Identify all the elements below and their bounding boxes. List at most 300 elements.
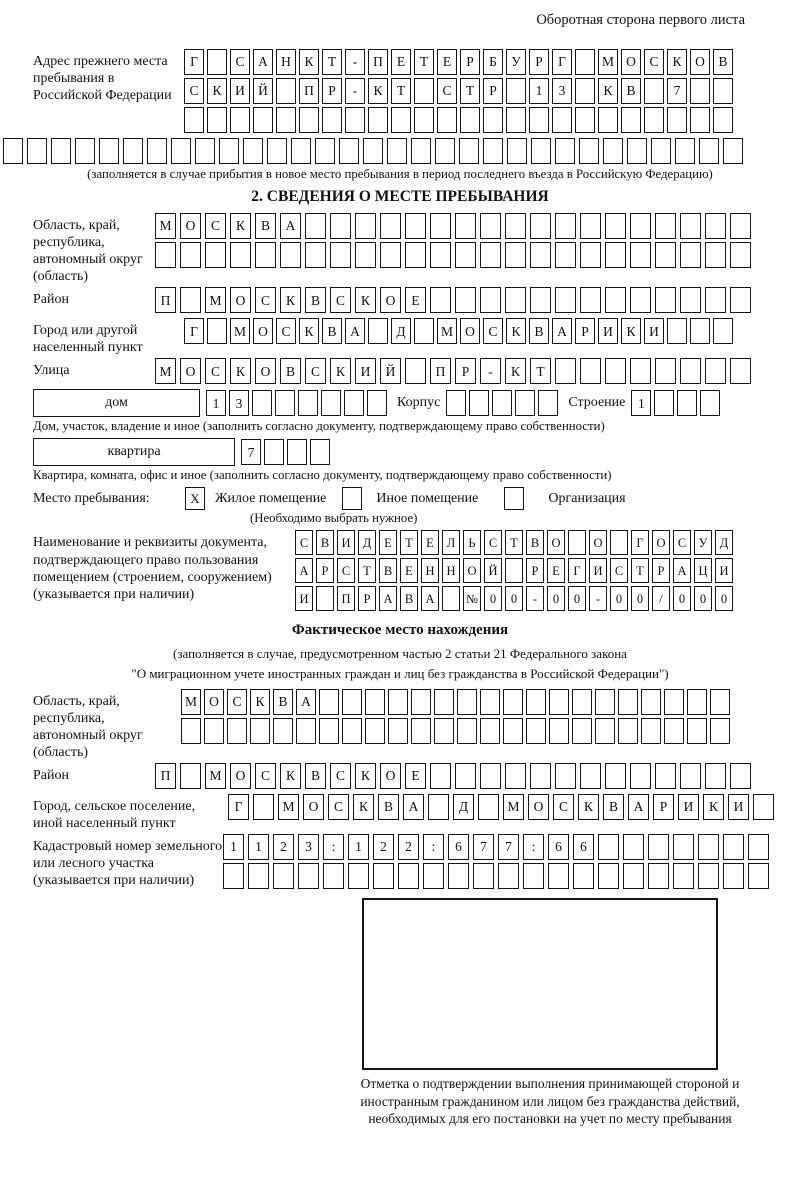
char-cell[interactable]: И: [715, 558, 733, 583]
char-cell[interactable]: [457, 718, 477, 744]
char-cell[interactable]: С: [255, 287, 276, 313]
char-cell[interactable]: М: [181, 689, 201, 715]
char-cell[interactable]: 7: [241, 439, 261, 465]
char-cell[interactable]: Ц: [694, 558, 712, 583]
char-cell[interactable]: [184, 107, 204, 133]
char-cell[interactable]: [555, 287, 576, 313]
char-cell[interactable]: Е: [421, 530, 439, 555]
char-cell[interactable]: О: [621, 49, 641, 75]
char-cell[interactable]: Т: [400, 530, 418, 555]
char-cell[interactable]: [434, 718, 454, 744]
char-cell[interactable]: О: [230, 287, 251, 313]
char-cell[interactable]: К: [355, 763, 376, 789]
char-cell[interactable]: [595, 689, 615, 715]
char-cell[interactable]: [664, 718, 684, 744]
char-cell[interactable]: [315, 138, 335, 164]
char-cell[interactable]: В: [603, 794, 624, 820]
char-cell[interactable]: [480, 689, 500, 715]
char-cell[interactable]: [579, 138, 599, 164]
char-cell[interactable]: [655, 763, 676, 789]
char-cell[interactable]: [435, 138, 455, 164]
char-cell[interactable]: Т: [322, 49, 342, 75]
char-cell[interactable]: [687, 689, 707, 715]
char-cell[interactable]: [507, 138, 527, 164]
char-cell[interactable]: [414, 318, 434, 344]
char-cell[interactable]: [455, 287, 476, 313]
char-cell[interactable]: /: [652, 586, 670, 611]
char-cell[interactable]: О: [204, 689, 224, 715]
char-cell[interactable]: К: [505, 358, 526, 384]
char-cell[interactable]: Г: [631, 530, 649, 555]
char-cell[interactable]: [690, 107, 710, 133]
char-cell[interactable]: П: [155, 763, 176, 789]
char-cell[interactable]: [298, 390, 318, 416]
char-cell[interactable]: К: [299, 49, 319, 75]
char-cell[interactable]: А: [628, 794, 649, 820]
char-cell[interactable]: [430, 763, 451, 789]
char-cell[interactable]: А: [421, 586, 439, 611]
char-cell[interactable]: К: [578, 794, 599, 820]
char-cell[interactable]: [348, 863, 369, 889]
char-cell[interactable]: [276, 107, 296, 133]
char-cell[interactable]: Е: [379, 530, 397, 555]
char-cell[interactable]: [698, 834, 719, 860]
char-cell[interactable]: 7: [498, 834, 519, 860]
char-cell[interactable]: И: [230, 78, 250, 104]
char-cell[interactable]: [713, 107, 733, 133]
char-cell[interactable]: В: [322, 318, 342, 344]
char-cell[interactable]: [667, 107, 687, 133]
char-cell[interactable]: [411, 689, 431, 715]
char-cell[interactable]: [207, 107, 227, 133]
char-cell[interactable]: О: [253, 318, 273, 344]
char-cell[interactable]: [730, 213, 751, 239]
char-cell[interactable]: [730, 358, 751, 384]
char-cell[interactable]: [654, 390, 674, 416]
char-cell[interactable]: [641, 689, 661, 715]
char-cell[interactable]: А: [253, 49, 273, 75]
char-cell[interactable]: [700, 390, 720, 416]
char-cell[interactable]: [673, 863, 694, 889]
char-cell[interactable]: А: [379, 586, 397, 611]
char-cell[interactable]: И: [589, 558, 607, 583]
char-cell[interactable]: [548, 863, 569, 889]
char-cell[interactable]: О: [652, 530, 670, 555]
char-cell[interactable]: С: [437, 78, 457, 104]
char-cell[interactable]: С: [255, 763, 276, 789]
char-cell[interactable]: [748, 863, 769, 889]
char-cell[interactable]: [480, 213, 501, 239]
char-cell[interactable]: [363, 138, 383, 164]
char-cell[interactable]: [723, 863, 744, 889]
char-cell[interactable]: М: [437, 318, 457, 344]
char-cell[interactable]: [655, 358, 676, 384]
char-cell[interactable]: [227, 718, 247, 744]
char-cell[interactable]: 7: [473, 834, 494, 860]
char-cell[interactable]: [655, 287, 676, 313]
char-cell[interactable]: [498, 863, 519, 889]
char-cell[interactable]: С: [184, 78, 204, 104]
char-cell[interactable]: [603, 138, 623, 164]
char-cell[interactable]: -: [589, 586, 607, 611]
char-cell[interactable]: [675, 138, 695, 164]
char-cell[interactable]: [555, 763, 576, 789]
char-cell[interactable]: [506, 78, 526, 104]
char-cell[interactable]: М: [503, 794, 524, 820]
char-cell[interactable]: [555, 358, 576, 384]
char-cell[interactable]: 0: [631, 586, 649, 611]
char-cell[interactable]: Е: [391, 49, 411, 75]
char-cell[interactable]: О: [380, 287, 401, 313]
char-cell[interactable]: К: [330, 358, 351, 384]
char-cell[interactable]: К: [230, 358, 251, 384]
char-cell[interactable]: [644, 78, 664, 104]
char-cell[interactable]: Р: [483, 78, 503, 104]
char-cell[interactable]: [398, 863, 419, 889]
char-cell[interactable]: П: [368, 49, 388, 75]
char-cell[interactable]: В: [713, 49, 733, 75]
char-cell[interactable]: К: [368, 78, 388, 104]
char-cell[interactable]: О: [589, 530, 607, 555]
char-cell[interactable]: В: [305, 287, 326, 313]
char-cell[interactable]: [713, 318, 733, 344]
char-cell[interactable]: [180, 242, 201, 268]
char-cell[interactable]: [473, 863, 494, 889]
char-cell[interactable]: Е: [405, 763, 426, 789]
char-cell[interactable]: 0: [547, 586, 565, 611]
char-cell[interactable]: [459, 138, 479, 164]
char-cell[interactable]: 2: [398, 834, 419, 860]
char-cell[interactable]: П: [337, 586, 355, 611]
char-cell[interactable]: А: [295, 558, 313, 583]
char-cell[interactable]: [555, 213, 576, 239]
char-cell[interactable]: [483, 107, 503, 133]
char-cell[interactable]: [322, 107, 342, 133]
char-cell[interactable]: И: [644, 318, 664, 344]
char-cell[interactable]: [411, 718, 431, 744]
char-cell[interactable]: [580, 287, 601, 313]
char-cell[interactable]: В: [400, 586, 418, 611]
char-cell[interactable]: [698, 863, 719, 889]
char-cell[interactable]: №: [463, 586, 481, 611]
char-cell[interactable]: У: [694, 530, 712, 555]
char-cell[interactable]: [223, 863, 244, 889]
char-cell[interactable]: [373, 863, 394, 889]
char-cell[interactable]: О: [303, 794, 324, 820]
char-cell[interactable]: [123, 138, 143, 164]
char-cell[interactable]: [630, 763, 651, 789]
char-cell[interactable]: 1: [248, 834, 269, 860]
char-cell[interactable]: [181, 718, 201, 744]
char-cell[interactable]: Е: [437, 49, 457, 75]
char-cell[interactable]: К: [280, 763, 301, 789]
char-cell[interactable]: [690, 78, 710, 104]
char-cell[interactable]: [530, 242, 551, 268]
char-cell[interactable]: М: [205, 287, 226, 313]
char-cell[interactable]: [605, 242, 626, 268]
char-cell[interactable]: М: [205, 763, 226, 789]
char-cell[interactable]: 6: [548, 834, 569, 860]
char-cell[interactable]: 0: [673, 586, 691, 611]
char-cell[interactable]: [455, 242, 476, 268]
char-cell[interactable]: [405, 358, 426, 384]
char-cell[interactable]: [368, 107, 388, 133]
char-cell[interactable]: Е: [405, 287, 426, 313]
char-cell[interactable]: [448, 863, 469, 889]
char-cell[interactable]: [680, 242, 701, 268]
char-cell[interactable]: В: [305, 763, 326, 789]
char-cell[interactable]: Д: [391, 318, 411, 344]
char-cell[interactable]: М: [155, 358, 176, 384]
char-cell[interactable]: [342, 689, 362, 715]
char-cell[interactable]: [515, 390, 535, 416]
char-cell[interactable]: [648, 834, 669, 860]
char-cell[interactable]: О: [690, 49, 710, 75]
char-cell[interactable]: Г: [184, 318, 204, 344]
char-cell[interactable]: [680, 213, 701, 239]
char-cell[interactable]: [630, 287, 651, 313]
char-cell[interactable]: 1: [529, 78, 549, 104]
char-cell[interactable]: [296, 718, 316, 744]
char-cell[interactable]: 1: [223, 834, 244, 860]
char-cell[interactable]: [552, 107, 572, 133]
char-cell[interactable]: [368, 318, 388, 344]
char-cell[interactable]: С: [230, 49, 250, 75]
char-cell[interactable]: [667, 318, 687, 344]
char-cell[interactable]: [3, 138, 23, 164]
char-cell[interactable]: Г: [184, 49, 204, 75]
char-cell[interactable]: [27, 138, 47, 164]
char-cell[interactable]: [677, 390, 697, 416]
char-cell[interactable]: 0: [505, 586, 523, 611]
char-cell[interactable]: [644, 107, 664, 133]
char-cell[interactable]: 6: [573, 834, 594, 860]
char-cell[interactable]: А: [296, 689, 316, 715]
char-cell[interactable]: [291, 138, 311, 164]
char-cell[interactable]: И: [598, 318, 618, 344]
char-cell[interactable]: Р: [358, 586, 376, 611]
char-cell[interactable]: [538, 390, 558, 416]
char-cell[interactable]: [480, 242, 501, 268]
char-cell[interactable]: 6: [448, 834, 469, 860]
char-cell[interactable]: [405, 213, 426, 239]
char-cell[interactable]: [503, 689, 523, 715]
char-cell[interactable]: [428, 794, 449, 820]
char-cell[interactable]: [705, 763, 726, 789]
char-cell[interactable]: [155, 242, 176, 268]
char-cell[interactable]: Ь: [463, 530, 481, 555]
char-cell[interactable]: [480, 718, 500, 744]
char-cell[interactable]: С: [276, 318, 296, 344]
char-cell[interactable]: [255, 242, 276, 268]
char-cell[interactable]: [573, 863, 594, 889]
char-cell[interactable]: [480, 763, 501, 789]
char-cell[interactable]: [723, 834, 744, 860]
char-cell[interactable]: [330, 213, 351, 239]
char-cell[interactable]: А: [673, 558, 691, 583]
char-cell[interactable]: [367, 390, 387, 416]
char-cell[interactable]: [710, 689, 730, 715]
char-cell[interactable]: [405, 242, 426, 268]
char-cell[interactable]: -: [345, 78, 365, 104]
char-cell[interactable]: [388, 718, 408, 744]
char-cell[interactable]: [526, 718, 546, 744]
char-cell[interactable]: О: [230, 763, 251, 789]
char-cell[interactable]: Г: [552, 49, 572, 75]
char-cell[interactable]: В: [316, 530, 334, 555]
char-cell[interactable]: 3: [552, 78, 572, 104]
char-cell[interactable]: [414, 107, 434, 133]
char-cell[interactable]: [723, 138, 743, 164]
char-cell[interactable]: [219, 138, 239, 164]
char-cell[interactable]: [575, 107, 595, 133]
char-cell[interactable]: У: [506, 49, 526, 75]
char-cell[interactable]: Р: [575, 318, 595, 344]
char-cell[interactable]: С: [553, 794, 574, 820]
char-cell[interactable]: О: [463, 558, 481, 583]
char-cell[interactable]: [205, 242, 226, 268]
char-cell[interactable]: [630, 242, 651, 268]
char-cell[interactable]: [253, 794, 274, 820]
char-cell[interactable]: [673, 834, 694, 860]
char-cell[interactable]: К: [703, 794, 724, 820]
char-cell[interactable]: [483, 138, 503, 164]
char-cell[interactable]: [339, 138, 359, 164]
char-cell[interactable]: [503, 718, 523, 744]
char-cell[interactable]: [705, 213, 726, 239]
char-cell[interactable]: [342, 718, 362, 744]
char-cell[interactable]: 0: [610, 586, 628, 611]
char-cell[interactable]: [531, 138, 551, 164]
char-cell[interactable]: С: [305, 358, 326, 384]
char-cell[interactable]: О: [380, 763, 401, 789]
char-cell[interactable]: [505, 213, 526, 239]
char-cell[interactable]: [598, 863, 619, 889]
char-cell[interactable]: [680, 287, 701, 313]
char-cell[interactable]: И: [337, 530, 355, 555]
char-cell[interactable]: [505, 763, 526, 789]
char-cell[interactable]: [207, 318, 227, 344]
char-cell[interactable]: Р: [526, 558, 544, 583]
char-cell[interactable]: [621, 107, 641, 133]
char-cell[interactable]: 7: [667, 78, 687, 104]
char-cell[interactable]: [478, 794, 499, 820]
char-cell[interactable]: [605, 763, 626, 789]
char-cell[interactable]: Е: [547, 558, 565, 583]
char-cell[interactable]: Н: [276, 49, 296, 75]
char-cell[interactable]: И: [295, 586, 313, 611]
char-cell[interactable]: Т: [530, 358, 551, 384]
char-cell[interactable]: [355, 242, 376, 268]
char-cell[interactable]: [365, 689, 385, 715]
char-cell[interactable]: [430, 213, 451, 239]
char-cell[interactable]: С: [295, 530, 313, 555]
char-cell[interactable]: А: [552, 318, 572, 344]
apartment-type-box[interactable]: квартира: [33, 438, 235, 466]
char-cell[interactable]: [753, 794, 774, 820]
char-cell[interactable]: [380, 242, 401, 268]
char-cell[interactable]: В: [379, 558, 397, 583]
char-cell[interactable]: Й: [253, 78, 273, 104]
char-cell[interactable]: [713, 78, 733, 104]
char-cell[interactable]: [423, 863, 444, 889]
char-cell[interactable]: [530, 213, 551, 239]
char-cell[interactable]: [568, 530, 586, 555]
char-cell[interactable]: 3: [298, 834, 319, 860]
char-cell[interactable]: [687, 718, 707, 744]
char-cell[interactable]: Р: [652, 558, 670, 583]
char-cell[interactable]: [434, 689, 454, 715]
char-cell[interactable]: К: [667, 49, 687, 75]
char-cell[interactable]: [605, 287, 626, 313]
char-cell[interactable]: [305, 242, 326, 268]
char-cell[interactable]: [323, 863, 344, 889]
char-cell[interactable]: [618, 689, 638, 715]
char-cell[interactable]: К: [280, 287, 301, 313]
char-cell[interactable]: Р: [322, 78, 342, 104]
char-cell[interactable]: 1: [631, 390, 651, 416]
char-cell[interactable]: [555, 242, 576, 268]
char-cell[interactable]: С: [610, 558, 628, 583]
char-cell[interactable]: [705, 242, 726, 268]
char-cell[interactable]: О: [528, 794, 549, 820]
char-cell[interactable]: [680, 358, 701, 384]
char-cell[interactable]: [298, 863, 319, 889]
char-cell[interactable]: [243, 138, 263, 164]
char-cell[interactable]: [710, 718, 730, 744]
char-cell[interactable]: [572, 718, 592, 744]
char-cell[interactable]: О: [547, 530, 565, 555]
char-cell[interactable]: С: [205, 358, 226, 384]
char-cell[interactable]: [506, 107, 526, 133]
char-cell[interactable]: [204, 718, 224, 744]
char-cell[interactable]: [505, 558, 523, 583]
char-cell[interactable]: О: [180, 213, 201, 239]
char-cell[interactable]: [730, 287, 751, 313]
char-cell[interactable]: К: [207, 78, 227, 104]
char-cell[interactable]: [280, 242, 301, 268]
char-cell[interactable]: [345, 107, 365, 133]
char-cell[interactable]: [505, 287, 526, 313]
char-cell[interactable]: Д: [358, 530, 376, 555]
char-cell[interactable]: [526, 689, 546, 715]
char-cell[interactable]: М: [230, 318, 250, 344]
char-cell[interactable]: [430, 242, 451, 268]
char-cell[interactable]: -: [480, 358, 501, 384]
char-cell[interactable]: К: [353, 794, 374, 820]
char-cell[interactable]: [523, 863, 544, 889]
char-cell[interactable]: Н: [442, 558, 460, 583]
checkbox-other-premises[interactable]: [342, 487, 362, 510]
char-cell[interactable]: [623, 834, 644, 860]
char-cell[interactable]: [287, 439, 307, 465]
char-cell[interactable]: П: [430, 358, 451, 384]
char-cell[interactable]: А: [345, 318, 365, 344]
char-cell[interactable]: В: [526, 530, 544, 555]
char-cell[interactable]: [641, 718, 661, 744]
char-cell[interactable]: [690, 318, 710, 344]
char-cell[interactable]: Р: [653, 794, 674, 820]
char-cell[interactable]: Г: [568, 558, 586, 583]
char-cell[interactable]: [147, 138, 167, 164]
char-cell[interactable]: [180, 763, 201, 789]
char-cell[interactable]: [664, 689, 684, 715]
char-cell[interactable]: [595, 718, 615, 744]
char-cell[interactable]: С: [227, 689, 247, 715]
char-cell[interactable]: О: [460, 318, 480, 344]
char-cell[interactable]: [480, 287, 501, 313]
char-cell[interactable]: [75, 138, 95, 164]
